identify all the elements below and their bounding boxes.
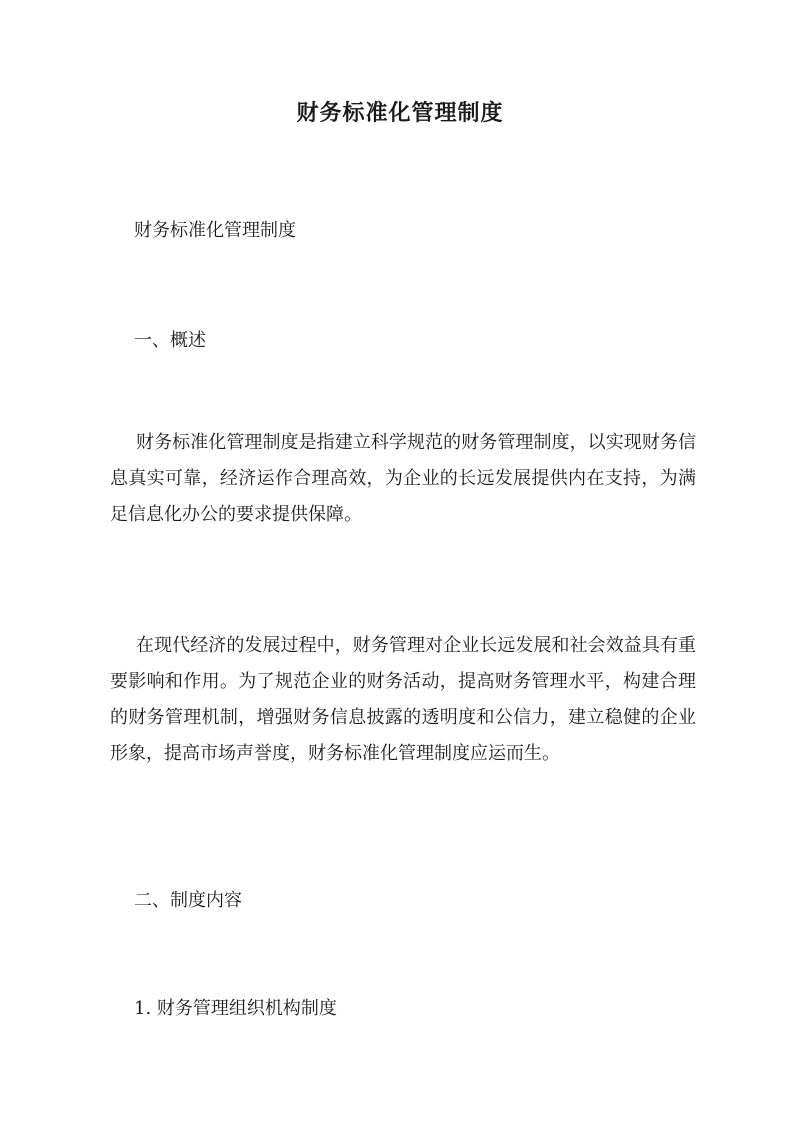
document-title: 财务标准化管理制度 [296, 100, 504, 126]
section-heading-content: 二、制度内容 [134, 890, 242, 911]
paragraph-background: 在现代经济的发展过程中，财务管理对企业长远发展和社会效益具有重要影响和作用。为了规范企业的财务活动，提高财务管理水平，构建合理的财务管理机制，增强财务信息披露的透明度和公信力，建立稳健的企业形象，提高市场声誉度，财务标准化管理制度应运而生。 [110, 635, 696, 764]
list-item-org-structure: 1. 财务管理组织机构制度 [134, 998, 337, 1019]
paragraph-definition: 财务标准化管理制度是指建立科学规范的财务管理制度，以实现财务信息真实可靠，经济运作合理高效，为企业的长远发展提供内在支持，为满足信息化办公的要求提供保障。 [110, 432, 696, 525]
section-heading-overview: 一、概述 [134, 330, 206, 351]
document-subtitle: 财务标准化管理制度 [134, 220, 296, 241]
